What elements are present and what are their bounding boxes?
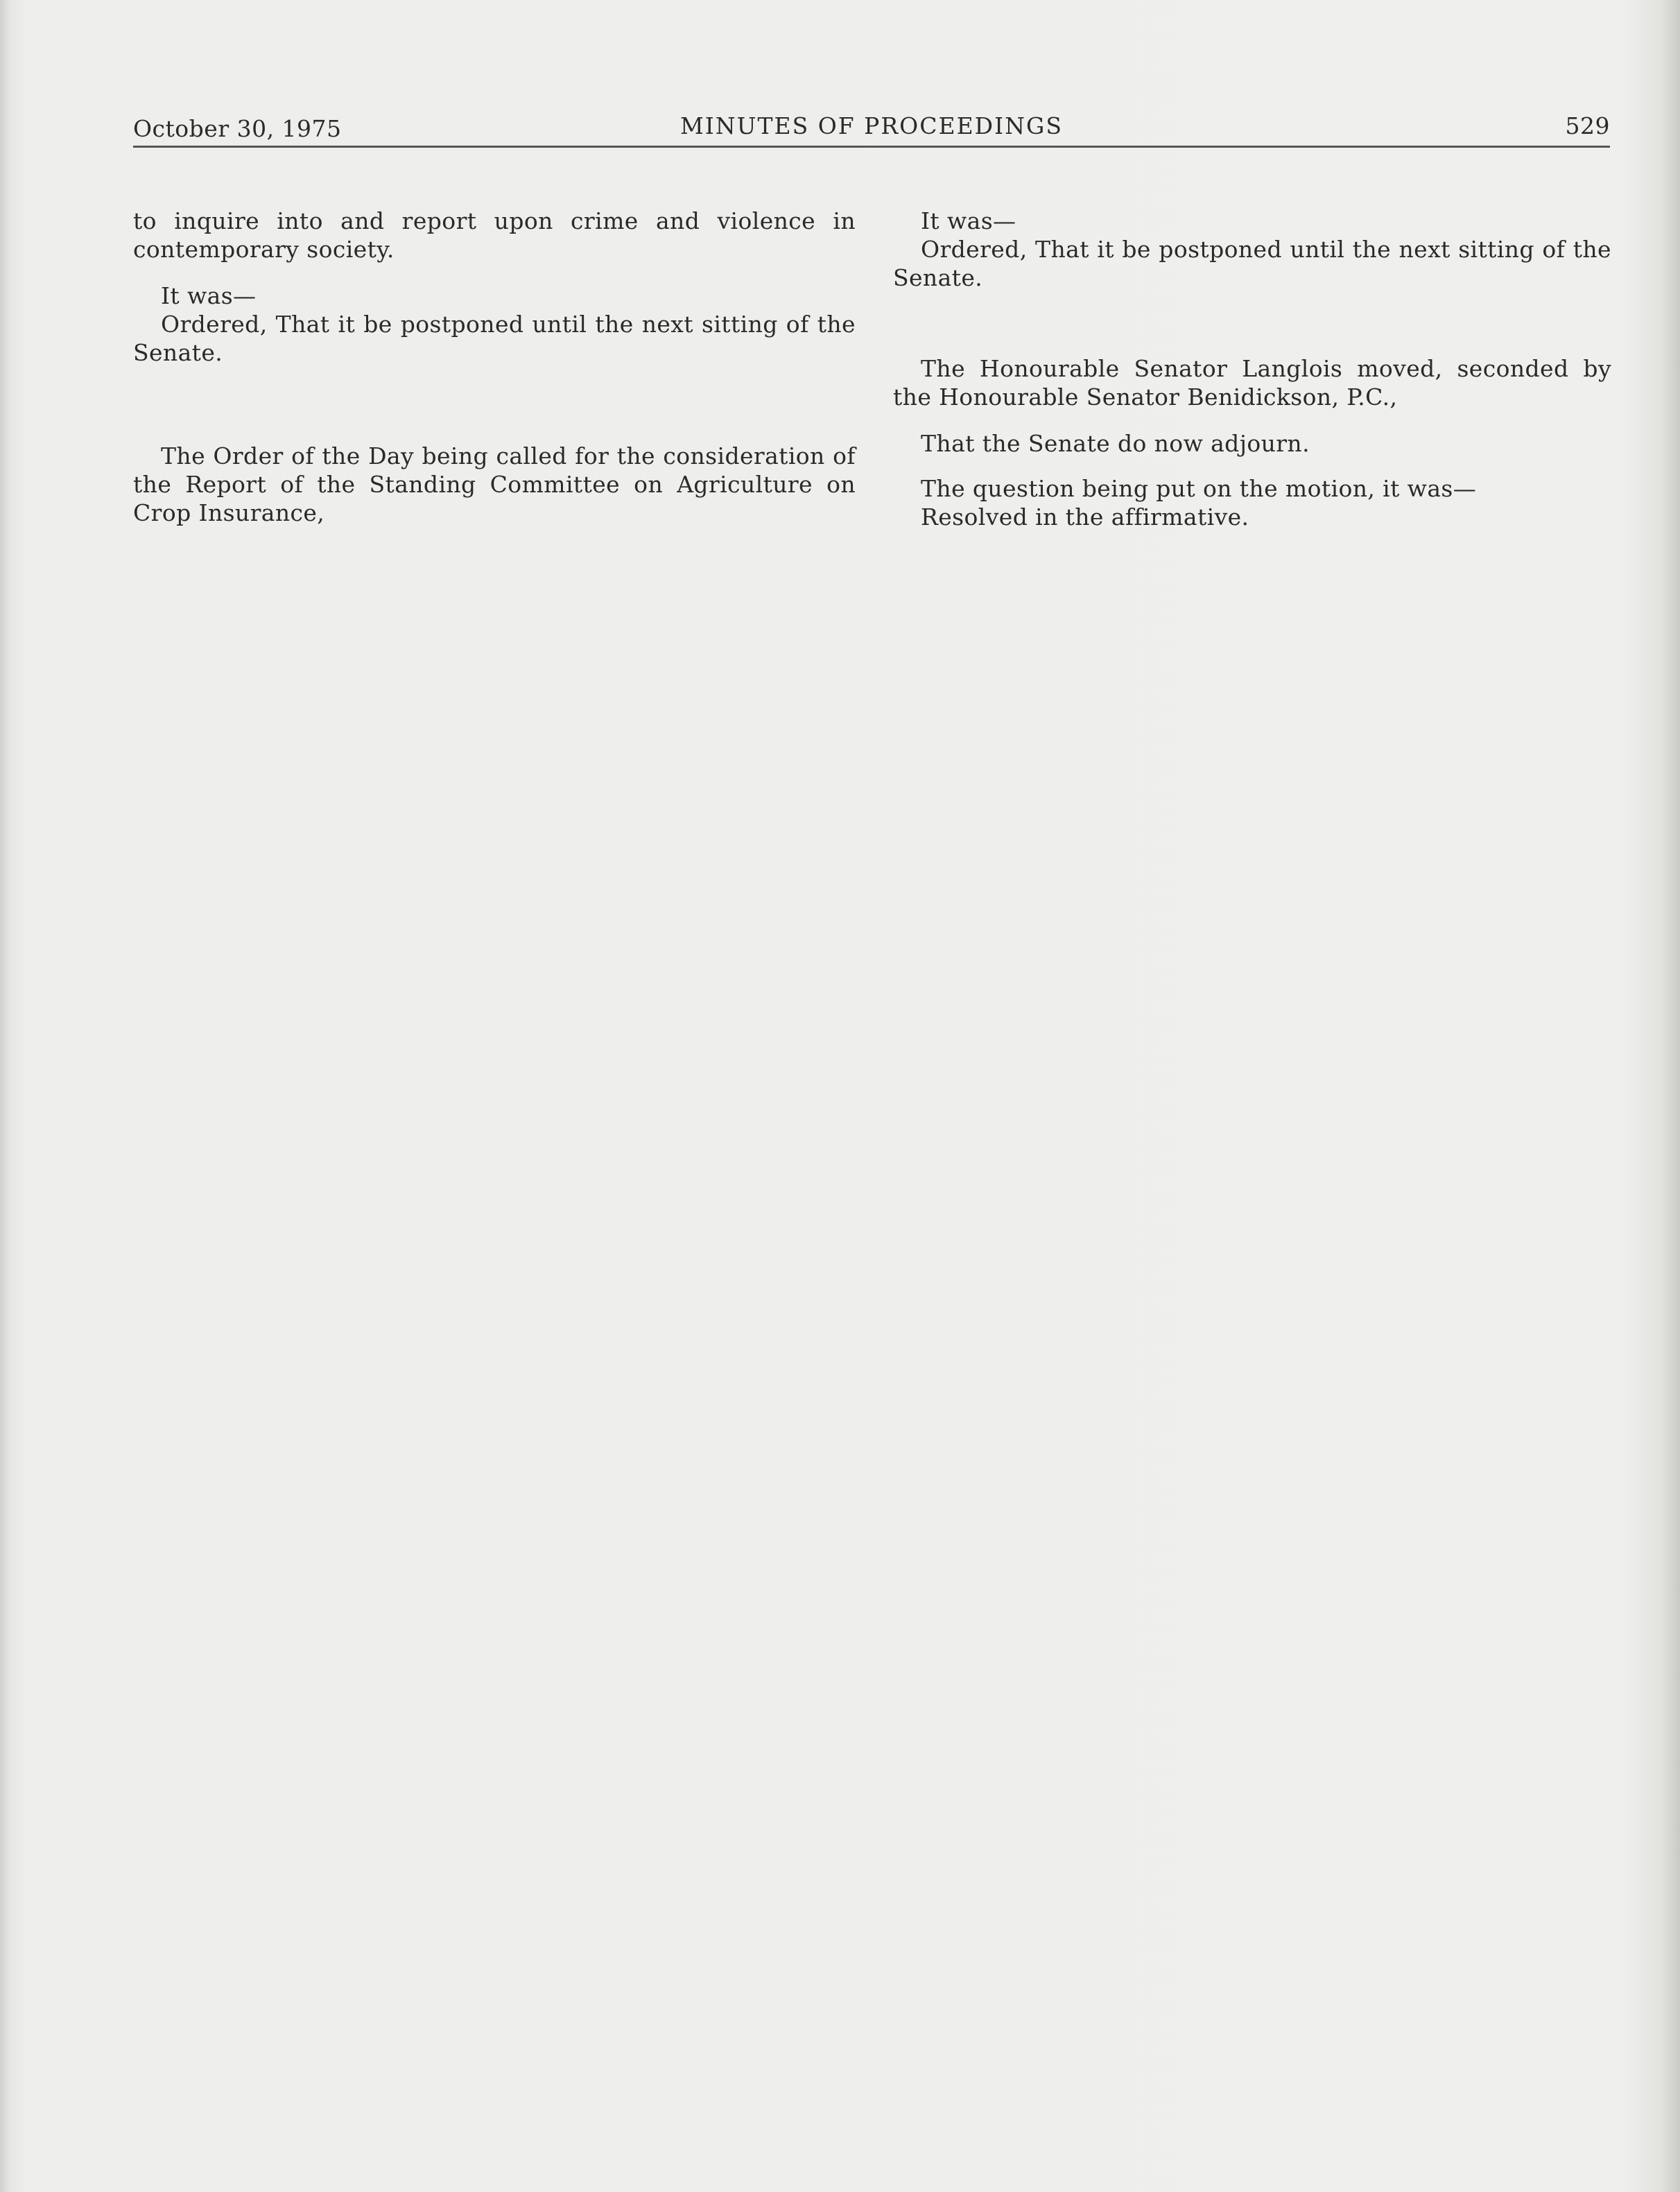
question-line: The question being put on the motion, it was— xyxy=(921,475,1477,502)
left-column xyxy=(133,207,856,527)
page-number: 529 xyxy=(1565,112,1610,139)
ordered-line: Ordered, That it be postponed until the next sitting of the Senate. xyxy=(893,236,1611,291)
header-title: MINUTES OF PROCEEDINGS xyxy=(679,112,1064,139)
header-date: October 30, 1975 xyxy=(133,115,342,142)
right-paragraph-1 xyxy=(893,207,1611,292)
left-paragraph-3: The Order of the Day being called for the consideration of the Report of the Standing Committee on Agriculture on Crop Insurance, xyxy=(133,442,856,526)
right-paragraph-4 xyxy=(893,474,1611,531)
it-was-line: It was— xyxy=(921,207,1016,234)
left-paragraph-2 xyxy=(133,282,856,367)
right-paragraph-2: The Honourable Senator Langlois moved, seconded by the Honourable Senator Benidickson, P.C., xyxy=(893,355,1611,411)
resolved-line: Resolved in the affirmative. xyxy=(921,503,1249,530)
left-paragraph-1: to inquire into and report upon crime and violence in contemporary society. xyxy=(133,207,856,263)
right-column xyxy=(893,207,1611,531)
running-header xyxy=(133,111,1610,148)
it-was-line: It was— xyxy=(161,282,257,309)
right-paragraph-3: That the Senate do now adjourn. xyxy=(921,430,1310,457)
ordered-line: Ordered, That it be postponed until the next sitting of the Senate. xyxy=(133,311,856,366)
